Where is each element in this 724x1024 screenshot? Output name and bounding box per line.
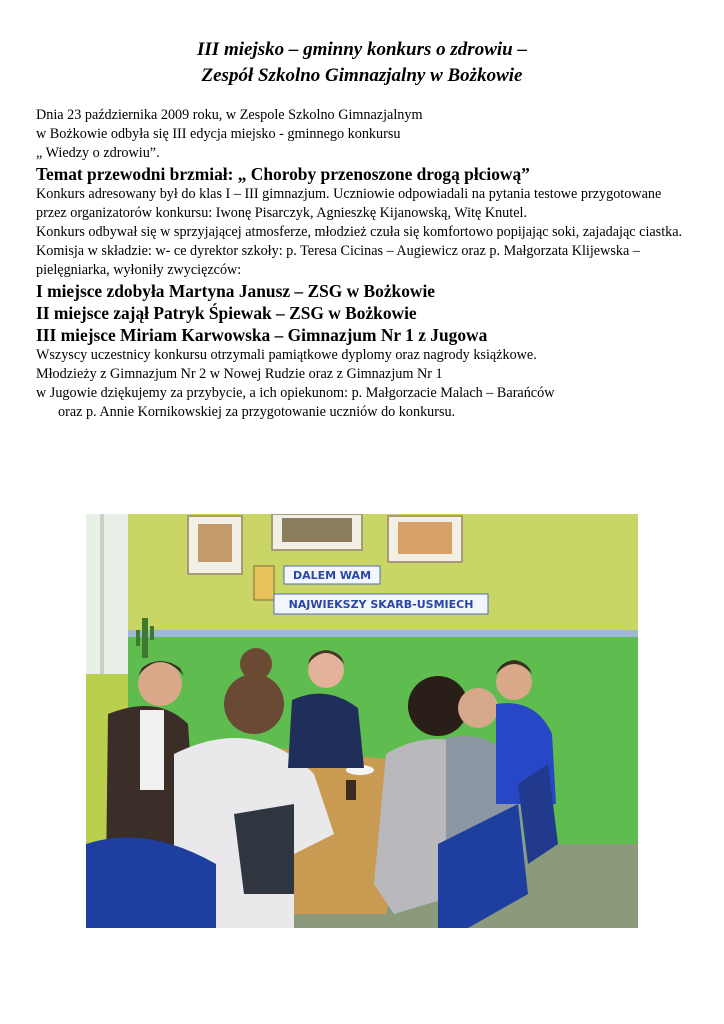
- title-line-2: Zespół Szkolno Gimnazjalny w Bożkowie: [201, 65, 523, 86]
- thanks-line-1: Młodzieży z Gimnazjum Nr 2 w Nowej Rudzie oraz z Gimnazjum Nr 1: [36, 366, 443, 382]
- winner-third: III miejsce Miriam Karwowska – Gimnazjum Nr 1 z Jugowa: [36, 325, 488, 345]
- window: [86, 514, 128, 674]
- person-6-head: [458, 688, 498, 728]
- intro-line-2: w Bożkowie odbyła się III edycja miejsko - gminnego konkursu: [36, 126, 401, 142]
- article-body: [36, 106, 690, 422]
- thanks-line-2: w Jugowie dziękujemy za przybycie, a ich opiekunom: p. Małgorzacie Malach – Barańców: [36, 385, 555, 401]
- banner-text-1: DALEM WAM: [292, 569, 372, 582]
- thanks-line-3: oraz p. Annie Kornikowskiej za przygotowanie uczniów do konkursu.: [58, 404, 456, 420]
- winner-second: II miejsce zajął Patryk Śpiewak – ZSG w Bożkowie: [36, 303, 417, 323]
- paragraph-thanks: [36, 365, 690, 422]
- intro-line-3: „ Wiedzy o zdrowiu”.: [36, 145, 160, 161]
- wall-stripe: [128, 630, 638, 637]
- contest-photo-illustration: [86, 514, 638, 928]
- winner-first: I miejsce zdobyła Martyna Janusz – ZSG w Bożkowie: [36, 281, 436, 301]
- document-title: [0, 37, 724, 89]
- person-2-head: [224, 674, 284, 734]
- intro-line-1: Dnia 23 października 2009 roku, w Zespole Szkolno Gimnazjalnym: [36, 107, 423, 123]
- banner-text-2: NAJWIEKSZY SKARB-USMIECH: [288, 598, 474, 611]
- title-line-1: III miejsko – gminny konkurs o zdrowiu –: [197, 39, 527, 60]
- person-7-head: [496, 664, 532, 700]
- cup-1: [346, 780, 356, 800]
- paragraph-committee: Komisja w składzie: w- ce dyrektor szkoły: p. Teresa Cicinas – Augiewicz oraz p. Małgorzata Klijewska – pielęgniarka, wyłoniły zwycięzców:: [36, 243, 640, 278]
- paragraph-addressed: Konkurs adresowany był do klas I – III gimnazjum. Uczniowie odpowiadali na pytania testowe przygotowane przez organizatorów konkursu: Iwonę Pisarczyk, Agnieszkę Kijanowską, Witę Knutel.: [36, 186, 662, 221]
- topic-heading: Temat przewodni brzmiał: „ Choroby przenoszone drogą płciową”: [36, 164, 530, 184]
- paragraph-prizes: Wszyscy uczestnicy konkursu otrzymali pamiątkowe dyplomy oraz nagrody książkowe.: [36, 347, 537, 363]
- person-3-body: [288, 694, 364, 768]
- paragraph-atmosphere: Konkurs odbywał się w sprzyjającej atmosferze, młodzież czuła się komfortowo popijając soki, zajadając ciastka.: [36, 224, 683, 240]
- intro-paragraph: [36, 106, 690, 163]
- plant: [142, 618, 148, 658]
- small-picture: [254, 566, 274, 600]
- person-4-head: [240, 648, 272, 680]
- contest-photo: [86, 514, 638, 928]
